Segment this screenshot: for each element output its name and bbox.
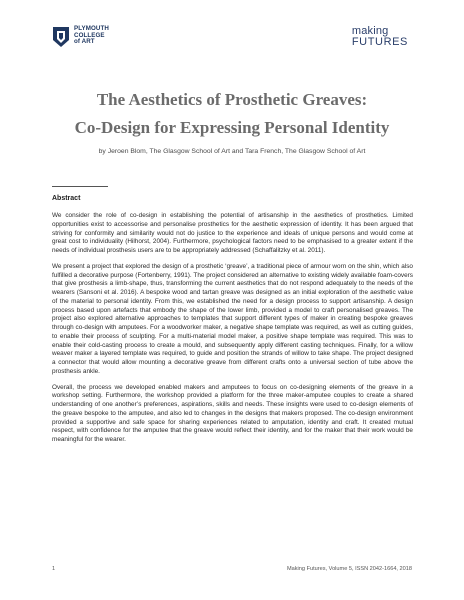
making-futures-logo-top: making (351, 25, 389, 37)
author-byline: by Jeroen Blom, The Glasgow School of Art and Tara French, The Glasgow School of Art (98, 148, 366, 155)
paper-title-line-2: Co-Design for Expressing Personal Identity (74, 118, 390, 137)
college-name-line-1: PLYMOUTH (74, 25, 109, 32)
abstract-paragraph-2: We present a project that explored the design of a prosthetic ‘greave’, a traditional piece of armour worn on the shin, which also fulfilled a decorative purpose (Fortenberry, 1991). The project considered an alternative to existing widely available foam-covers that give prosthesis a limb-shape, thus, transforming the current aesthetics that do not respond adequately to the needs of the wearers (Sansoni et al. 2016). A bespoke wood and tartan greave was designed as an initial exploration of the aesthetic value of the material to personal identity. From this, we established the need for a design process to support artisanship. A design process based upon artefacts that embody the shape of the lower limb, provided a model to craft personalised greaves. The project also explored alternative approaches to templates that support different types of maker in creating bespoke greaves through co-design with amputees. For a woodworker maker, a negative shape template was required, as well as cutting guides, to enable their process of sculpting. For a multi-material model maker, a positive shape template was required. This was to enable their cold-casting process to create a mould, and subsequently apply different casting techniques. Finally, for a willow weaver maker a layered template was required, to guide and position the strands of willow to take shape. The project designed a connector that would allow mounting a decorative greave from different crafts onto a universal section of tube above the prosthesis ankle. (52, 262, 413, 375)
journal-citation: Making Futures, Volume 5, ISSN 2042-1664, 2018 (286, 566, 412, 572)
section-divider (52, 186, 108, 187)
abstract-body (52, 212, 413, 452)
page-number: 1 (52, 566, 56, 572)
abstract-paragraph-3: Overall, the process we developed enabled makers and amputees to focus on co-designing elements of the greave in a workshop setting. Furthermore, the workshop provided a platform for the three maker-amputee couples to create a shared understanding of one another’s preferences, aspirations, skills and needs. These insights were used to co-design elements of the greave bespoke to the amputee, and also led to changes in the designs that makers proposed. The co-design environment provided a supportive and safe space for sharing experiences related to amputation, identity and craft. It created mutual respect, with confidence for the amputee that the greave would reflect their identity, and for the maker that their work would be meaningful for the wearer. (52, 383, 413, 443)
abstract-paragraph-1: We consider the role of co-design in establishing the potential of artisanship in the aesthetics of prosthetics. Limited opportunities exist to accessorise and personalise prosthetics for the aesthetic expression of identity. It has been argued that striving for conformity and similarity would not do justice to the experience and ideals of unique persons and would come at great cost to individuality (Hilhorst, 2004). Furthermore, psychological factors need to be emphasised to a greater extent if the needs of individual prosthesis users are to be appropriately addressed (Schaffalitzky et al. 2011). (52, 212, 413, 254)
abstract-heading: Abstract (52, 195, 81, 202)
college-name-line-2: COLLEGE (74, 31, 105, 39)
college-crest-icon (52, 26, 70, 48)
making-futures-logo-bottom: FUTURES (351, 36, 408, 48)
college-name (74, 26, 109, 46)
plymouth-college-of-art-logo (52, 26, 109, 48)
college-name-line-3: of ART (74, 38, 95, 46)
paper-title-line-1: The Aesthetics of Prosthetic Greaves: (96, 90, 368, 109)
making-futures-logo (352, 26, 408, 48)
